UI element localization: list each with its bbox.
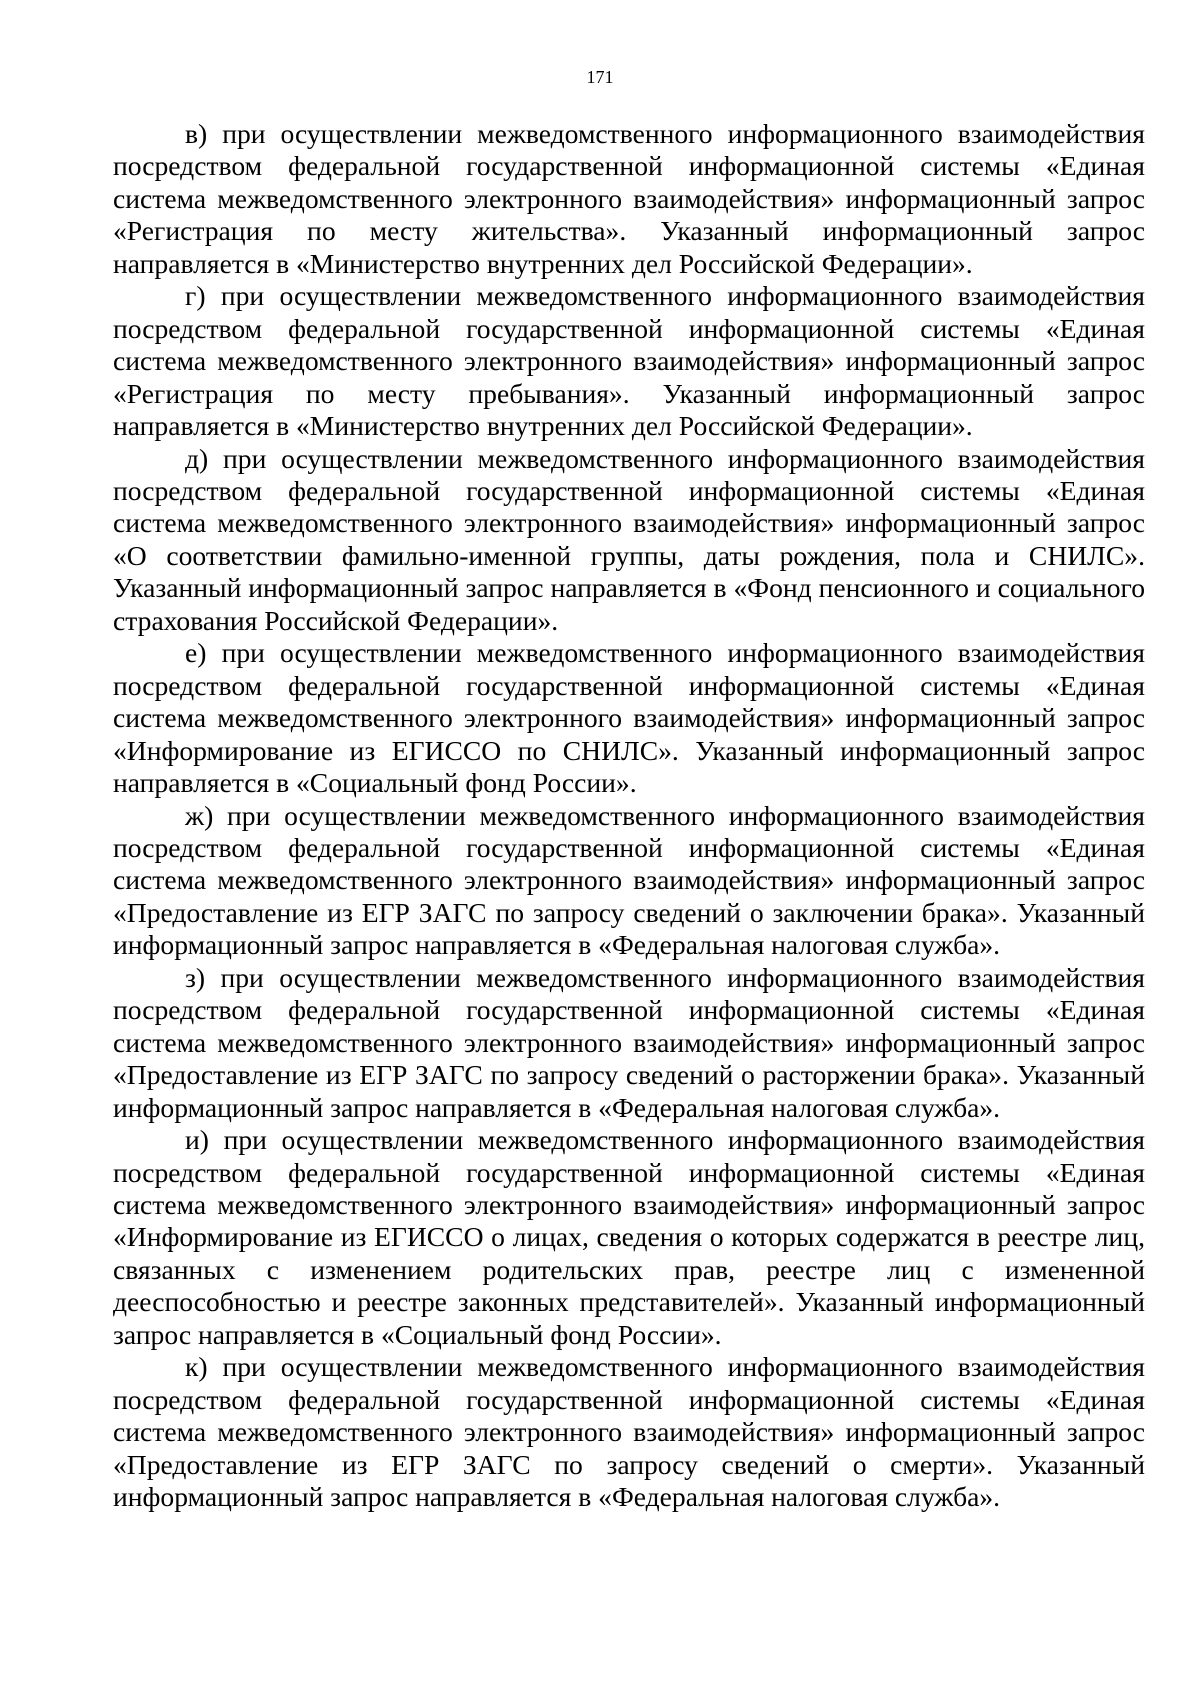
paragraph-d: д) при осуществлении межведомственного информационного взаимодействия посредством федеральной государственной информационной системы «Единая система межведомственного электронного взаимодействия» информационный запрос «О соответствии фамильно-именной группы, даты рождения, пола и СНИЛС». Указанный информационный запрос направляется в «Фонд пенсионного и социального страхования Российской Федерации». [113,442,1145,636]
paragraph-v: в) при осуществлении межведомственного информационного взаимодействия посредством федеральной государственной информационной системы «Единая система межведомственного электронного взаимодействия» информационный запрос «Регистрация по месту жительства». Указанный информационный запрос направляется в «Министерство внутренних дел Российской Федерации». [113,118,1145,279]
document-body [113,118,1145,1513]
paragraph-i: и) при осуществлении межведомственного информационного взаимодействия посредством федеральной государственной информационной системы «Единая система межведомственного электронного взаимодействия» информационный запрос «Информирование из ЕГИССО о лицах, сведения о которых содержатся в реестре лиц, связанных с изменением родительских прав, реестре лиц с измененной дееспособностью и реестре законных представителей». Указанный информационный запрос направляется в «Социальный фонд России». [113,1124,1145,1350]
paragraph-zh: ж) при осуществлении межведомственного информационного взаимодействия посредством федеральной государственной информационной системы «Единая система межведомственного электронного взаимодействия» информационный запрос «Предоставление из ЕГР ЗАГС по запросу сведений о заключении брака». Указанный информационный запрос направляется в «Федеральная налоговая служба». [113,799,1145,961]
paragraph-z: з) при осуществлении межведомственного информационного взаимодействия посредством федеральной государственной информационной системы «Единая система межведомственного электронного взаимодействия» информационный запрос «Предоставление из ЕГР ЗАГС по запросу сведений о расторжении брака». Указанный информационный запрос направляется в «Федеральная налоговая служба». [113,961,1145,1123]
paragraph-g: г) при осуществлении межведомственного информационного взаимодействия посредством федеральной государственной информационной системы «Единая система межведомственного электронного взаимодействия» информационный запрос «Регистрация по месту пребывания». Указанный информационный запрос направляется в «Министерство внутренних дел Российской Федерации». [113,280,1145,442]
paragraph-k: к) при осуществлении межведомственного информационного взаимодействия посредством федеральной государственной информационной системы «Единая система межведомственного электронного взаимодействия» информационный запрос «Предоставление из ЕГР ЗАГС по запросу сведений о смерти». Указанный информационный запрос направляется в «Федеральная налоговая служба». [113,1351,1145,1513]
page-number: 171 [586,67,614,87]
paragraph-e: е) при осуществлении межведомственного информационного взаимодействия посредством федеральной государственной информационной системы «Единая система межведомственного электронного взаимодействия» информационный запрос «Информирование из ЕГИССО по СНИЛС». Указанный информационный запрос направляется в «Социальный фонд России». [113,637,1145,799]
